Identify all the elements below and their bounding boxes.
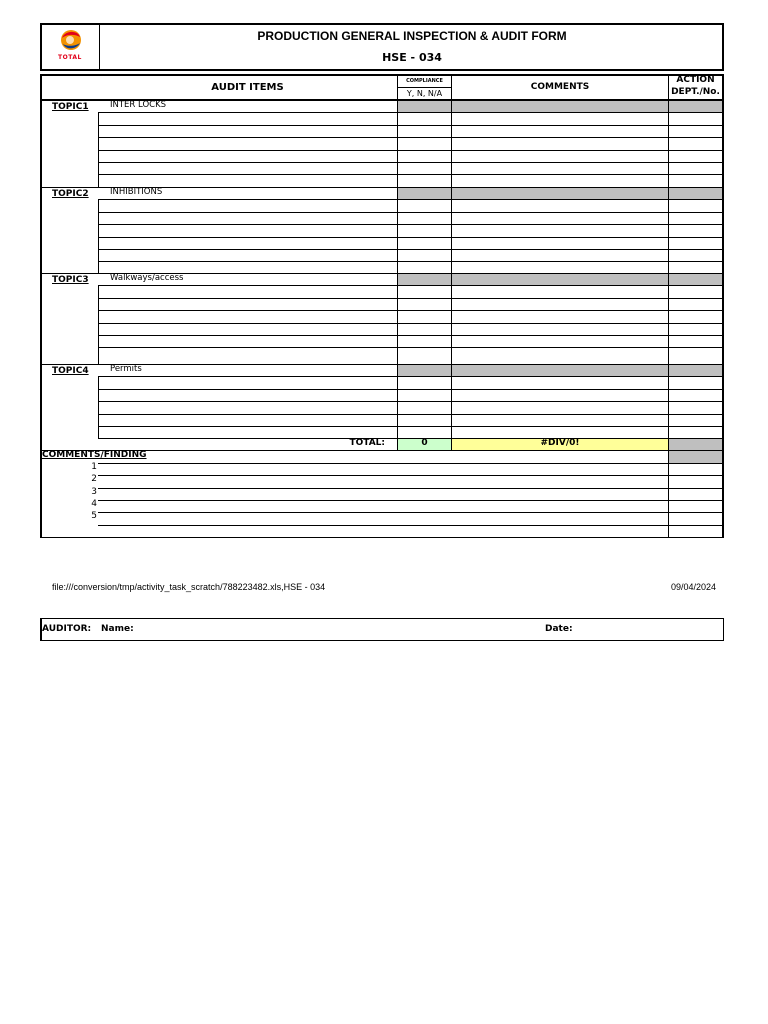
items-left-border <box>98 376 99 438</box>
audit-table <box>40 74 724 538</box>
total-compliance-value: 0 <box>421 438 428 448</box>
total-logo <box>56 28 86 62</box>
topic-header-gray-cell <box>398 274 451 285</box>
finding-row-line[interactable] <box>98 488 724 489</box>
topic-header-gray-cell <box>452 101 668 112</box>
audit-row-line[interactable] <box>98 335 724 336</box>
file-path: file:///conversion/tmp/activity_task_scratch/788223482.xls,HSE - 034 <box>52 582 326 592</box>
topic-title: INHIBITIONS <box>110 187 163 197</box>
audit-row-line[interactable] <box>98 125 724 126</box>
audit-row-line[interactable] <box>98 150 724 151</box>
finding-row-line[interactable] <box>98 512 724 513</box>
audit-row-line[interactable] <box>98 212 724 213</box>
audit-row-line[interactable] <box>98 261 724 262</box>
total-comments-value: #DIV/0! <box>540 438 580 448</box>
audit-row-line[interactable] <box>98 285 724 286</box>
action-header-line1: ACTION <box>676 75 715 85</box>
audit-row-line[interactable] <box>98 347 724 348</box>
audit-row-line[interactable] <box>98 310 724 311</box>
finding-row-line[interactable] <box>98 525 724 526</box>
topic-header-gray-cell <box>452 365 668 376</box>
audit-row-line[interactable] <box>98 298 724 299</box>
audit-row-line[interactable] <box>98 174 724 175</box>
audit-row-line[interactable] <box>98 162 724 163</box>
findings-label: COMMENTS/FINDING <box>42 450 147 460</box>
audit-row-line[interactable] <box>98 376 724 377</box>
finding-row-line[interactable] <box>98 475 724 476</box>
audit-row-line[interactable] <box>98 323 724 324</box>
audit-row-line[interactable] <box>98 237 724 238</box>
name-label[interactable]: Name: <box>101 624 134 634</box>
audit-items-header: AUDIT ITEMS <box>211 82 284 93</box>
topic-label: TOPIC1 <box>52 102 89 112</box>
comments-header: COMMENTS <box>530 82 590 92</box>
form-code: HSE - 034 <box>382 51 442 64</box>
date-label[interactable]: Date: <box>545 624 573 634</box>
finding-number: 3 <box>91 487 97 497</box>
topic-header-gray-cell <box>398 365 451 376</box>
compliance-values-header: Y, N, N/A <box>406 89 443 98</box>
audit-row-line[interactable] <box>98 414 724 415</box>
topic-header-gray-cell <box>452 274 668 285</box>
total-label: TOTAL: <box>349 438 385 448</box>
topic-label: TOPIC2 <box>52 189 89 199</box>
compliance-header: COMPLIANCE <box>406 78 443 84</box>
finding-number: 4 <box>91 499 97 509</box>
audit-row-line[interactable] <box>98 389 724 390</box>
audit-row-line[interactable] <box>98 249 724 250</box>
items-left-border <box>98 285 99 364</box>
topic-title: Walkways/access <box>110 273 184 283</box>
topic-title: INTER LOCKS <box>110 100 167 110</box>
finding-number: 5 <box>91 511 97 521</box>
audit-row-line[interactable] <box>98 112 724 113</box>
topic-header-gray-cell <box>669 274 722 285</box>
finding-number: 1 <box>91 462 97 472</box>
audit-row-line[interactable] <box>98 199 724 200</box>
logo-text: TOTAL <box>58 54 82 61</box>
topic-header-gray-cell <box>452 188 668 199</box>
topic-header-gray-cell <box>398 101 451 112</box>
action-header-line2: DEPT./No. <box>671 87 720 97</box>
topic-header-gray-cell <box>398 188 451 199</box>
topic-header-gray-cell <box>669 101 722 112</box>
topic-title: Permits <box>110 364 142 374</box>
finding-number: 2 <box>91 474 97 484</box>
audit-row-line[interactable] <box>98 426 724 427</box>
form-title: PRODUCTION GENERAL INSPECTION & AUDIT FORM <box>257 29 567 43</box>
finding-row-line[interactable] <box>98 463 724 464</box>
audit-row-line[interactable] <box>98 137 724 138</box>
audit-row-line[interactable] <box>98 224 724 225</box>
topic-header-gray-cell <box>669 188 722 199</box>
topic-label: TOPIC3 <box>52 275 89 285</box>
finding-row-line[interactable] <box>98 500 724 501</box>
signoff-box <box>40 618 724 641</box>
audit-row-line[interactable] <box>98 401 724 402</box>
topic-header-gray-cell <box>669 365 722 376</box>
topic-label: TOPIC4 <box>52 366 89 376</box>
finding-action-gray <box>669 451 722 463</box>
print-date: 09/04/2024 <box>670 582 716 592</box>
total-action-cell <box>669 439 722 450</box>
auditor-label: AUDITOR: <box>42 624 92 634</box>
